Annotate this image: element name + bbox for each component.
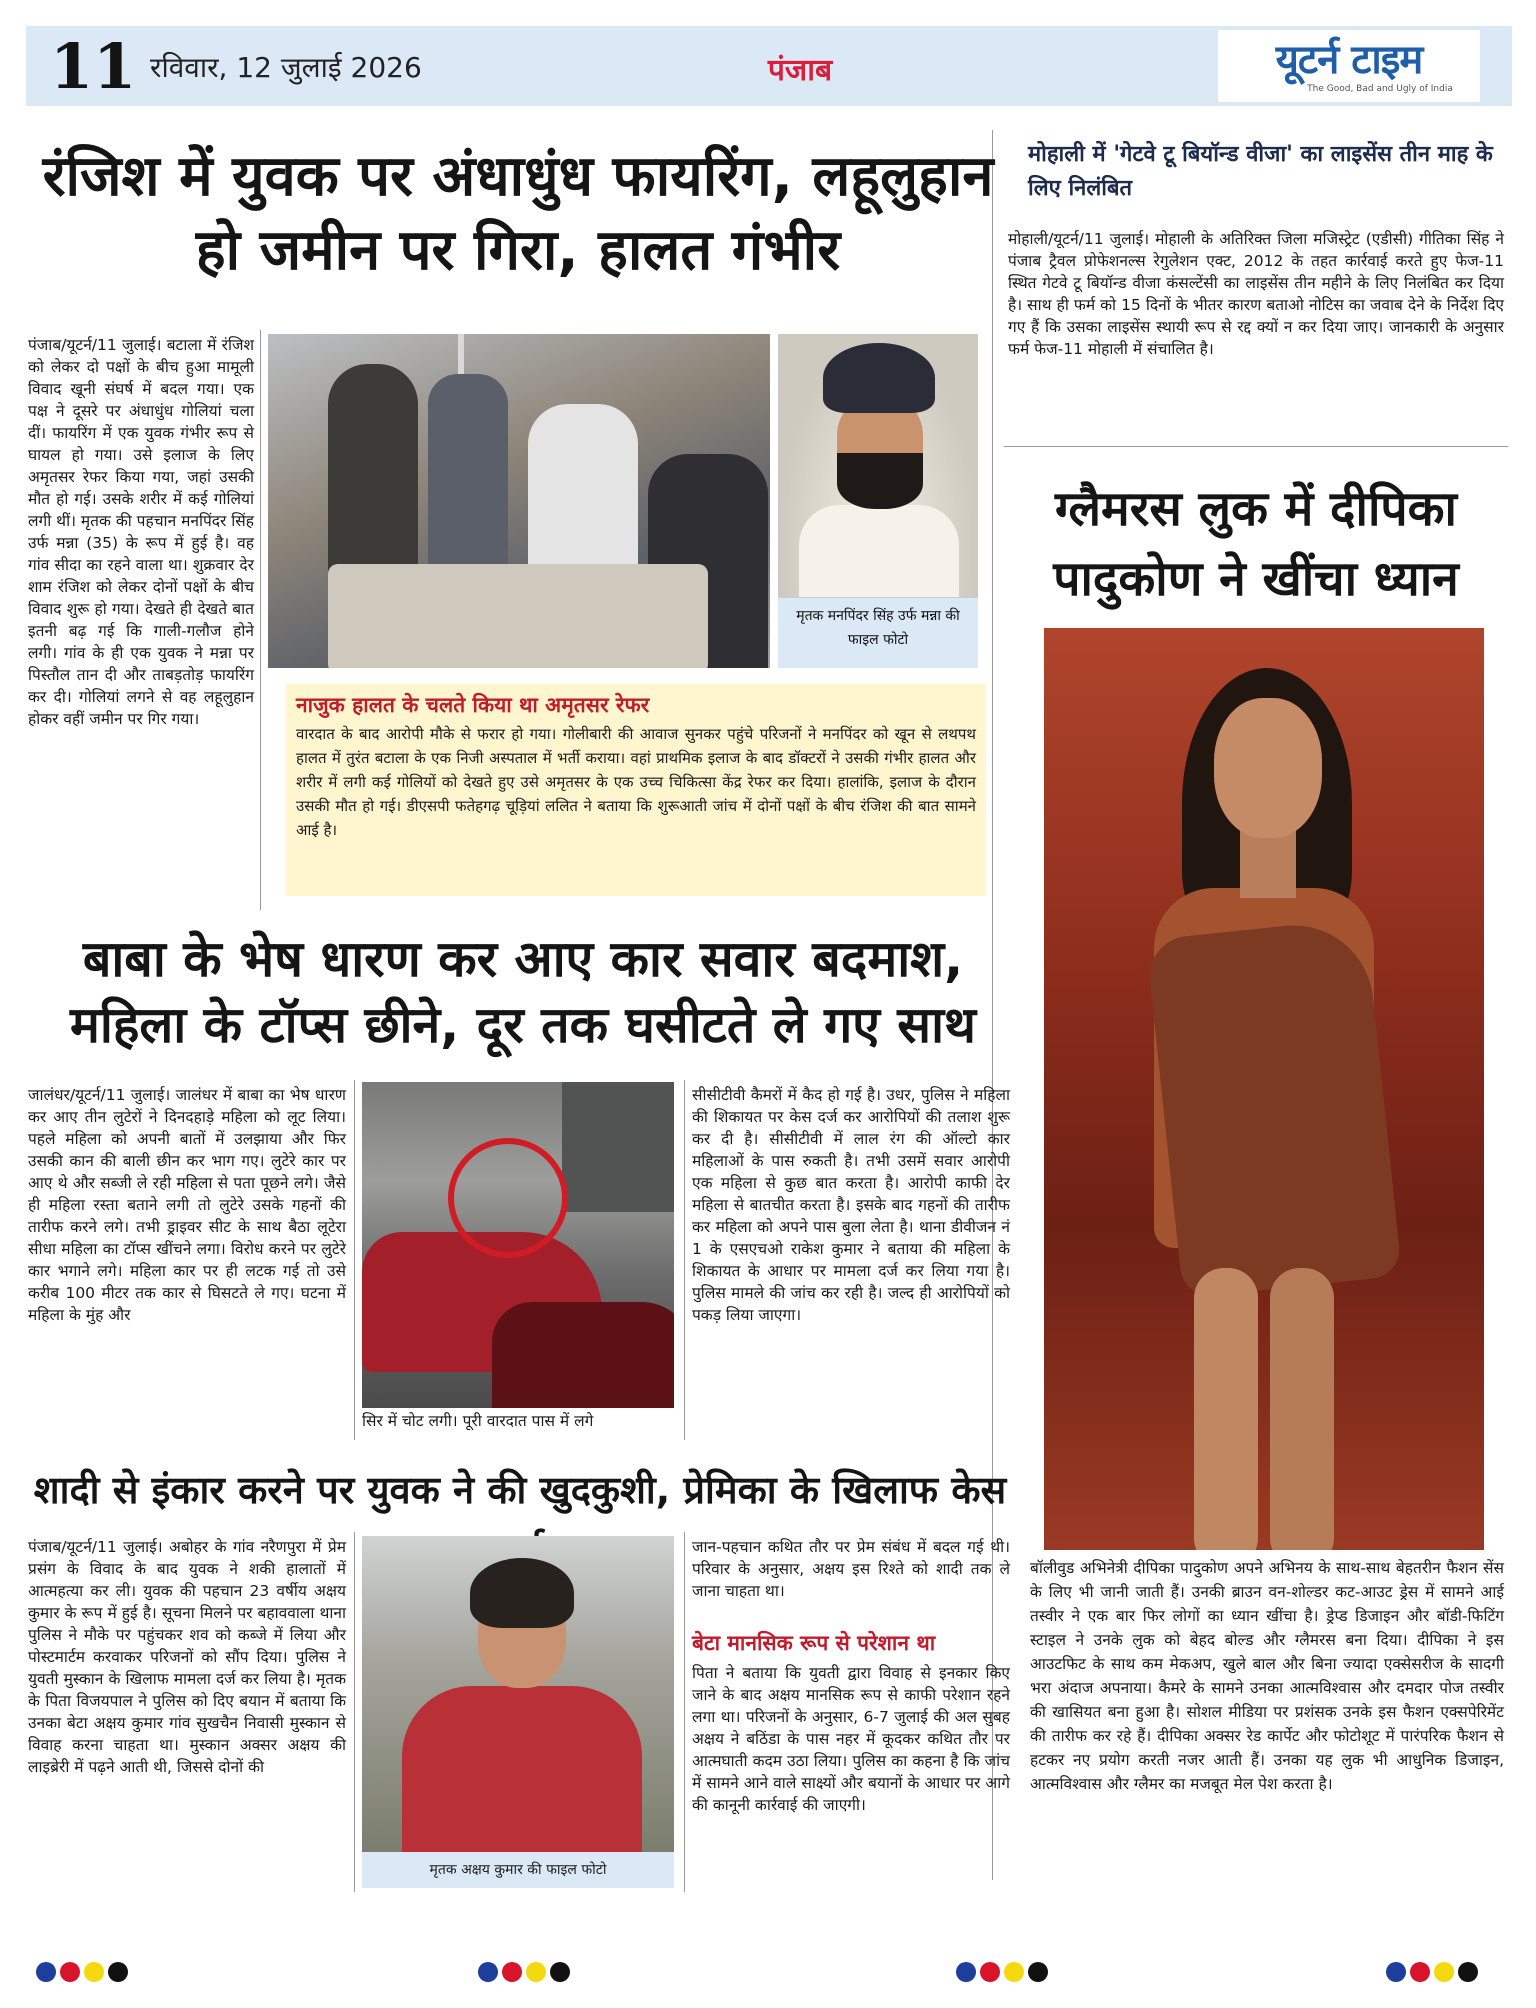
column-divider [260, 330, 261, 910]
story3-body-col1: पंजाब/यूटर्न/11 जुलाई। अबोहर के गांव नरैणपुरा में प्रेम प्रसंग के विवाद के बाद युवक ने शकी हालातों में आत्महत्या कर ली। युवक की पहचान 23 वर्षीय अक्षय कुमार के रूप में हुई है। सूचना मिलने पर बहाववाला थाना पुलिस ने मौके पर पहुंचकर शव को कब्जे में लिया और पोस्टमार्टम करवाकर परिजनों को सौंप दिया। पुलिस ने युवती मुस्कान के खिलाफ मामला दर्ज कर लिया है। मृतक के पिता विजयपाल ने पुलिस को दिए बयान में बताया कि उनका बेटा अक्षय कुमार गांव सुखचैन निवासी मुस्कान से विवाह करना चाहता था। मुस्कान अक्सर अक्षय की लाइब्रेरी में पढ़ने आती थी, जिससे दोनों की [28, 1538, 346, 1776]
column-divider [354, 1532, 355, 1892]
story2-headline: बाबा के भेष धारण कर आए कार सवार बदमाश, महिला के टॉप्स छीने, दूर तक घसीटते ले गए साथ [69, 930, 976, 1054]
right-story2-caption: बॉलीवुड अभिनेत्री दीपिका पादुकोण अपने अभिनय के साथ-साथ बेहतरीन फैशन सेंस के लिए भी जानी जाती हैं। उनकी ब्राउन वन-शोल्डर कट-आउट ड्रेस में सामने आई तस्वीर ने एक बार फिर लोगों का ध्यान खींचा है। ड्रेप्ड डिजाइन और बॉडी-फिटिंग स्टाइल ने उनके लुक को बेहद बोल्ड और ग्लैमरस बना दिया। दीपिका ने इस आउटफिट के साथ कम मेकअप, खुले बाल और बिना ज्यादा एक्सेसरीज के सादगी भरा अंदाज अपनाया। कैमरे के सामने उनका आत्मविश्वास और दमदार पोज तस्वीर की खासियत बना हुआ है। सोशल मीडिया पर प्रशंसक उनके इस फैशन एक्सपेरिमेंट की तारीफ कर रहे हैं। दीपिका अक्सर रेड कार्पेट और फोटोशूट में पारंपरिक फैशन से हटकर नए प्रयोग करती नजर आती हैं। उनका यह लुक भी आधुनिक डिजाइन, आत्मविश्वास और ग्लैमर का मजबूत मेल पेश करता है। [1030, 1559, 1504, 1793]
right-story1-headline: मोहाली में 'गेटवे टू बियॉन्ड वीजा' का लाइसेंस तीन माह के लिए निलंबित [1028, 142, 1493, 201]
story1-portrait-caption: मृतक मनपिंदर सिंह उर्फ मन्ना की फाइल फोटो [796, 608, 960, 648]
right-story1-body: मोहाली/यूटर्न/11 जुलाई। मोहाली के अतिरिक्त जिला मजिस्ट्रेट (एडीसी) गीतिका सिंह ने पंजाब ट्रैवल प्रोफेशनल्स रेगुलेशन एक्ट, 2012 के तहत कार्रवाई करते हुए फेज-11 स्थित गेटवे टू बियॉन्ड वीजा कंसल्टेंसी का लाइसेंस तीन महीने के लिए निलंबित कर दिया है। साथ ही फर्म को 15 दिनों के भीतर कारण बताओ नोटिस का जवाब देने के निर्देश दिए गए हैं कि उसका लाइसेंस स्थायी रूप से रद्द क्यों न कर दिया जाए। जानकारी के अनुसार फर्म फेज-11 मोहाली में संचालित है। [1008, 230, 1504, 358]
story3-photo-caption: मृतक अक्षय कुमार की फाइल फोटो [429, 1862, 607, 1878]
column-divider [684, 1532, 685, 1892]
story1-hospital-photo [268, 334, 770, 668]
column-divider [354, 1080, 355, 1440]
story3-body-col3b: पिता ने बताया कि युवती द्वारा विवाह से इनकार किए जाने के बाद अक्षय मानसिक रूप से काफी परेशान रहने लगा था। परिजनों के अनुसार, 6-7 जुलाई की अल सुबह अक्षय ने बठिंडा के पास नहर में कूदकर कथित तौर पर आत्मघाती कदम उठा लिया। पुलिस का कहना है कि जांच में सामने आने वाले साक्ष्यों और बयानों के आधार पर आगे की कानूनी कार्रवाई की जाएगी। [692, 1664, 1010, 1814]
register-marks-center [478, 1962, 570, 1982]
masthead-tagline: The Good, Bad and Ugly of India [1307, 84, 1453, 94]
story3-victim-photo [362, 1536, 674, 1852]
header-date: रविवार, 12 जुलाई 2026 [150, 51, 422, 84]
story1-subheading: नाजुक हालत के चलते किया था अमृतसर रेफर [296, 693, 650, 717]
story1-subbody: वारदात के बाद आरोपी मौके से फरार हो गया। गोलीबारी की आवाज सुनकर पहुंचे परिजनों ने मनपिंदर को खून से लथपथ हालत में तुरंत बटाला के एक निजी अस्पताल में भर्ती कराया। वहां प्राथमिक इलाज के बाद डॉक्टरों ने उसकी गंभीर हालत और शरीर में लगी कई गोलियों को देखते हुए उसे अमृतसर के एक उच्च चिकित्सा केंद्र रेफर कर दिया। हालांकि, इलाज के दौरान उसकी मौत हो गई। डीएसपी फतेहगढ़ चूड़ियां ललित ने बताया कि शुरूआती जांच में दोनों पक्षों के बीच रंजिश की बात सामने आई है। [296, 725, 976, 839]
deepika-photo [1044, 628, 1484, 1550]
story1-headline: रंजिश में युवक पर अंधाधुंध फायरिंग, लहूलुहान हो जमीन पर गिरा, हालत गंभीर [42, 144, 994, 283]
story1-body: पंजाब/यूटर्न/11 जुलाई। बटाला में रंजिश को लेकर दो पक्षों के बीच हुआ मामूली विवाद खूनी संघर्ष में बदल गया। एक पक्ष ने दूसरे पर अंधाधुंध गोलियां चला दीं। फायरिंग में एक युवक गंभीर रूप से घायल हो गया। उसे इलाज के लिए अमृतसर रेफर किया गया, जहां उसकी मौत हो गई। उसके शरीर में कई गोलियां लगी थीं। मृतक की पहचान मनपिंदर सिंह उर्फ मन्ना (35) के रूप में हुई है। वह गांव सीदा का रहने वाला था। शुक्रवार देर शाम रंजिश को लेकर दोनों पक्षों के बीच विवाद शुरू हो गया। देखते ही देखते बात इतनी बढ़ गई कि गाली-गलौज होने लगी। गांव के ही एक युवक ने मन्ना पर पिस्तौल तान दी और ताबड़तोड़ फायरिंग कर दी। गोलियां लगने से वह लहूलुहान होकर वहीं जमीन पर गिर गया। [28, 336, 255, 728]
right-story2-headline: ग्लैमरस लुक में दीपिका पादुकोण ने खींचा ध्यान [1053, 481, 1459, 607]
story2-body-col2: सिर में चोट लगी। पूरी वारदात पास में लगे [362, 1412, 594, 1430]
story3-body-col3a: जान-पहचान कथित तौर पर प्रेम संबंध में बदल गई थी। परिवार के अनुसार, अक्षय इस रिश्ते को शादी तक ले जाना चाहता था। [692, 1538, 1010, 1600]
story3-headline: शादी से इंकार करने पर युवक ने की खुदकुशी, प्रेमिका के खिलाफ केस [33, 1468, 1007, 1512]
row-divider [1004, 446, 1508, 447]
masthead-title: यूटर्न टाइम [1275, 37, 1423, 83]
column-divider [684, 1080, 685, 1440]
register-marks-left [36, 1962, 128, 1982]
page-number: 11 [50, 30, 137, 103]
register-marks-far-right [1386, 1962, 1478, 1982]
story2-body-col3: सीसीटीवी कैमरों में कैद हो गई है। उधर, पुलिस ने महिला की शिकायत पर केस दर्ज कर आरोपियों की तलाश शुरू कर दी है। सीसीटीवी में लाल रंग की ऑल्टो कार महिलाओं के पास रुकती है। तभी उसमें सवार आरोपी एक महिला से कुछ बात करता है। आरोपी काफी देर महिला से बातचीत करता है। इसके बाद गहनों की तारीफ कर महिला को अपने पास बुला लेता है। थाना डीवीजन नं 1 के एसएचओ राकेश कुमार ने बताया की महिला के शिकायत के आधार पर मामला दर्ज कर लिया गया है। पुलिस मामले की जांच कर रही है। जल्द ही आरोपियों को पकड़ लिया जाएगा। [692, 1086, 1010, 1324]
story1-victim-portrait [778, 334, 978, 598]
story3-subheading: बेटा मानसिक रूप से परेशान था [692, 1631, 936, 1655]
story2-body-col1: जालंधर/यूटर्न/11 जुलाई। जालंधर में बाबा का भेष धारण कर आए तीन लुटेरों ने दिनदहाड़े महिला को लूट लिया। पहले महिला को अपनी बातों में उलझाया और फिर उसकी कान की बाली छीन कर भाग गए। लुटेरे कार पर आए थे और सब्जी ले रही महिला से पता पूछने लगे। जैसे ही महिला रस्ता बताने लगी तो लुटेरे उसके गहनों की तारीफ करने लगे। तभी ड्राइवर सीट के साथ बैठा लूटेरा सीधा महिला का टॉप्स खींचने लगा। विरोध करने पर लुटेरे कार भगाने लगे। महिला कार पर ही लटक गई तो उसे करीब 100 मीटर तक कार से घिसटते ले गए। घटना में महिला के मुंह और [28, 1086, 346, 1324]
story2-cctv-photo [362, 1082, 674, 1408]
section-label: पंजाब [767, 53, 833, 88]
register-marks-right [956, 1962, 1048, 1982]
